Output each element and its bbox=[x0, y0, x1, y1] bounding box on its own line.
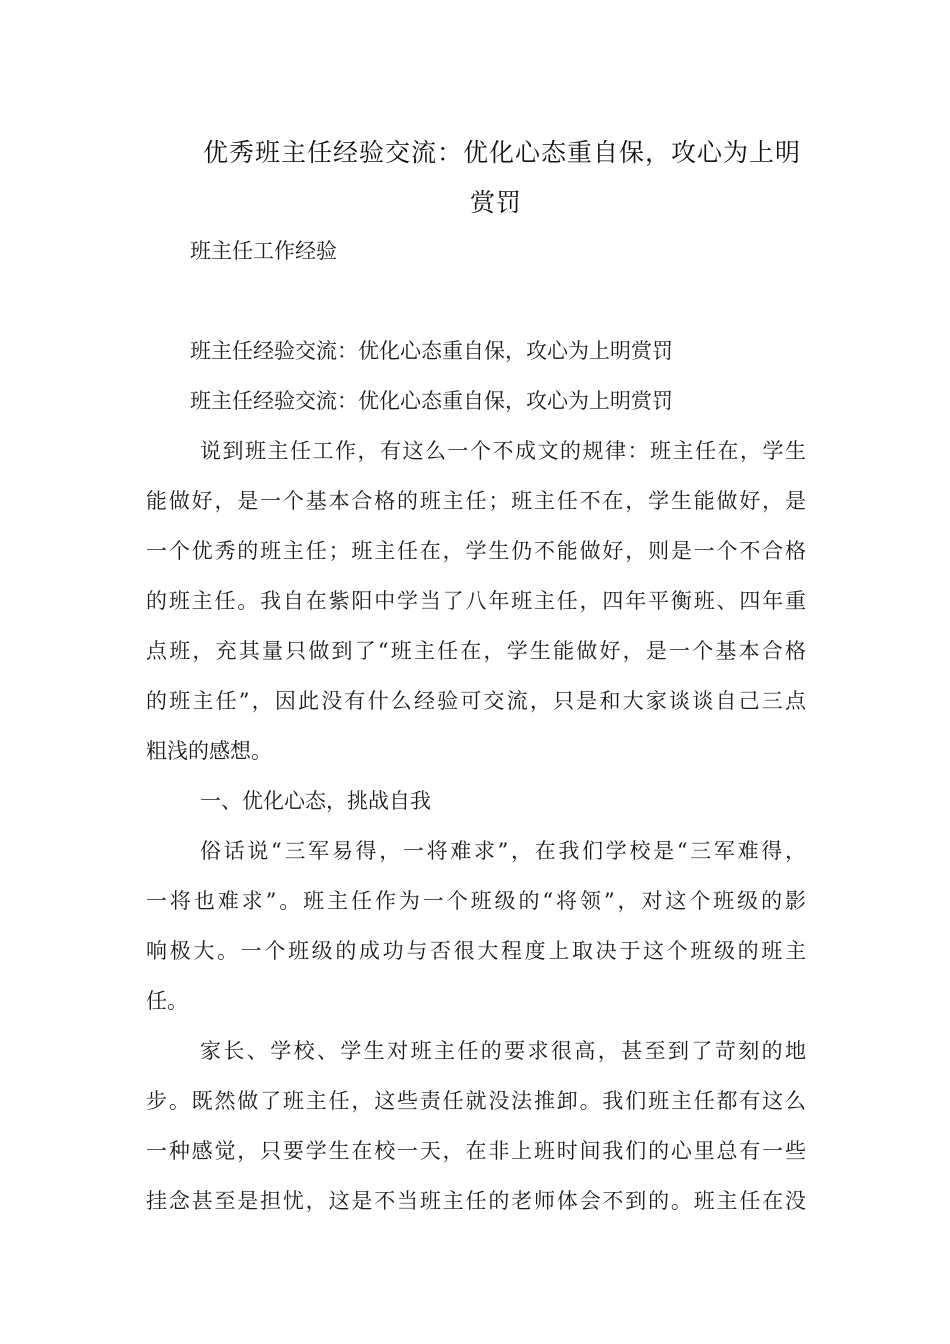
paragraph-line: 步。既然做了班主任，这些责任就没法推卸。我们班主任都有这么 bbox=[146, 1089, 806, 1113]
paragraph-line: 家长、学校、学生对班主任的要求很高，甚至到了苛刻的地 bbox=[200, 1039, 806, 1063]
paragraph-line: 的班主任”，因此没有什么经验可交流，只是和大家谈谈自己三点 bbox=[146, 689, 806, 713]
paragraph-line: 点班，充其量只做到了“班主任在，学生能做好，是一个基本合格 bbox=[146, 639, 806, 663]
paragraph-line: 俗话说“三军易得，一将难求”，在我们学校是“三军难得， bbox=[200, 839, 806, 863]
paragraph-line: 一种感觉，只要学生在校一天，在非上班时间我们的心里总有一些 bbox=[146, 1139, 806, 1163]
paragraph-line: 能做好，是一个基本合格的班主任；班主任不在，学生能做好，是 bbox=[146, 489, 806, 513]
section-heading: 一、优化心态，挑战自我 bbox=[200, 789, 431, 813]
paragraph-line: 的班主任。我自在紫阳中学当了八年班主任，四年平衡班、四年重 bbox=[146, 589, 806, 613]
paragraph-line: 任。 bbox=[146, 989, 188, 1013]
paragraph-line: 挂念甚至是担忧，这是不当班主任的老师体会不到的。班主任在没 bbox=[146, 1189, 806, 1213]
category-label: 班主任工作经验 bbox=[190, 239, 337, 263]
subtitle-line-1: 班主任经验交流：优化心态重自保，攻心为上明赏罚 bbox=[190, 339, 673, 363]
document-title-line1: 优秀班主任经验交流：优化心态重自保，攻心为上明 bbox=[202, 138, 801, 167]
paragraph-line: 粗浅的感想。 bbox=[146, 739, 272, 763]
paragraph-line: 说到班主任工作，有这么一个不成文的规律：班主任在，学生 bbox=[200, 439, 806, 463]
paragraph-line: 一将也难求”。班主任作为一个班级的“将领”，对这个班级的影 bbox=[146, 889, 806, 913]
paragraph-line: 一个优秀的班主任；班主任在，学生仍不能做好，则是一个不合格 bbox=[146, 539, 806, 563]
document-title-line2: 赏罚 bbox=[469, 188, 522, 217]
subtitle-line-2: 班主任经验交流：优化心态重自保，攻心为上明赏罚 bbox=[190, 389, 673, 413]
paragraph-line: 响极大。一个班级的成功与否很大程度上取决于这个班级的班主 bbox=[146, 939, 806, 963]
